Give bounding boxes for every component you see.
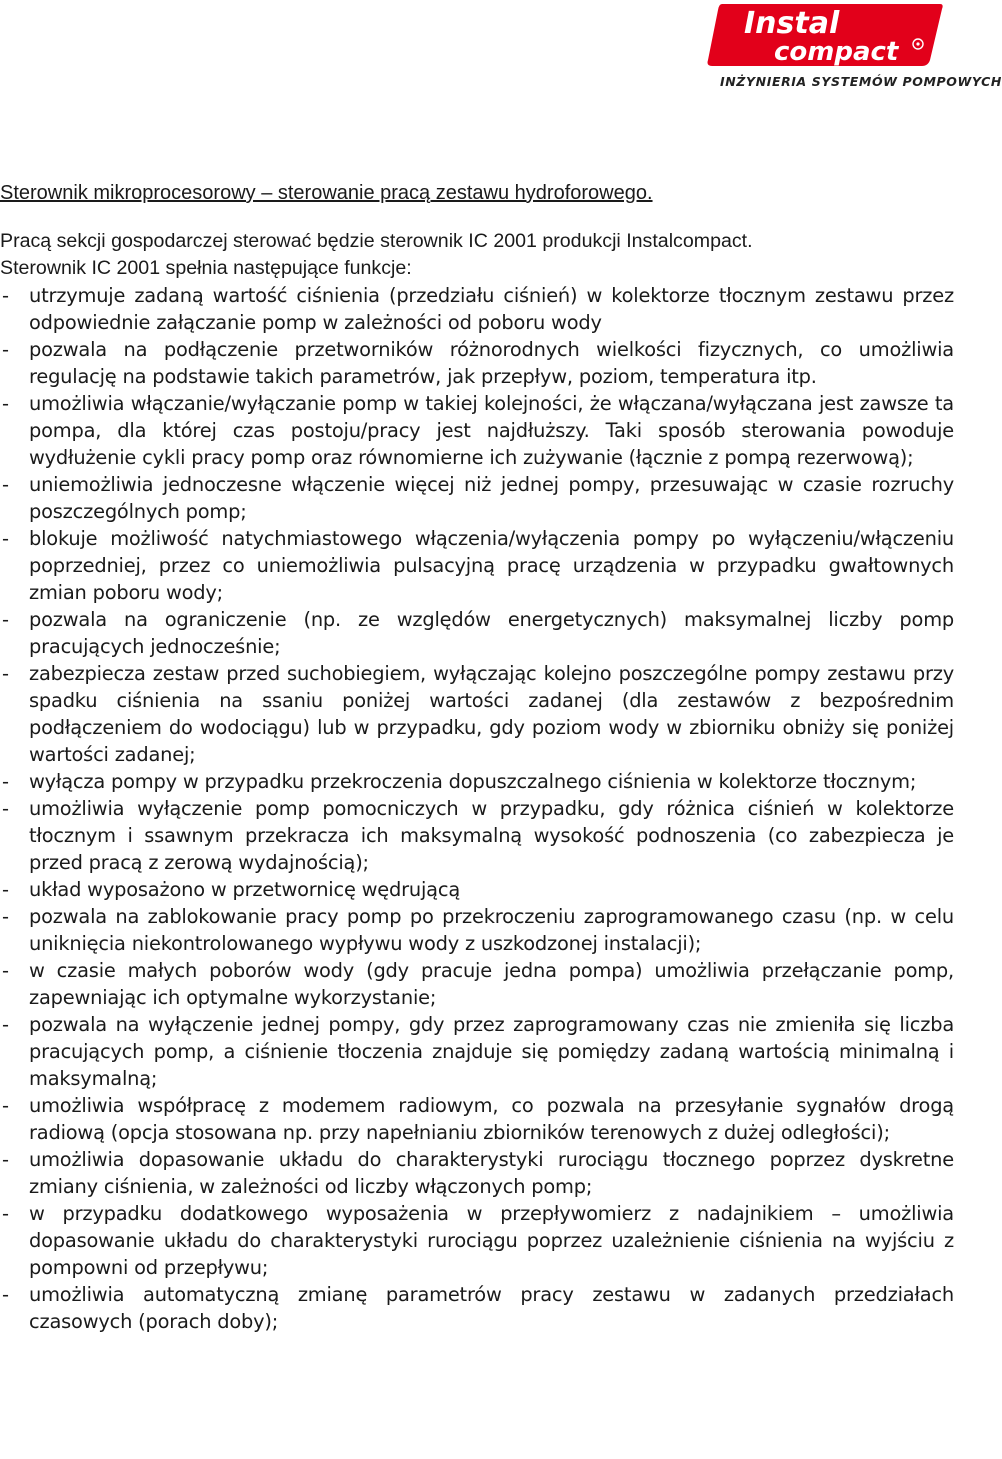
- list-item-text: blokuje możliwość natychmiastowego włączenia/wyłączenia pompy po wyłączeniu/włączeniu poprzedniej, przez co uniemożliwia pulsacyjną pracę urządzenia w przypadku gwałtownych zmian poboru wody;: [29, 527, 954, 604]
- list-item: [0, 471, 954, 525]
- company-logo: [680, 0, 1002, 100]
- bullet-dash: -: [2, 959, 9, 982]
- bullet-dash: -: [2, 878, 9, 901]
- list-item: [0, 903, 954, 957]
- bullet-dash: -: [2, 1202, 9, 1225]
- list-item: [0, 876, 954, 903]
- list-item: [0, 606, 954, 660]
- list-item-text: pozwala na wyłączenie jednej pompy, gdy przez zaprogramowany czas nie zmieniła się liczba pracujących pomp, a ciśnienie tłoczenia znajduje się pomiędzy zadaną wartością minimalną i maksymalną;: [29, 1013, 954, 1090]
- list-item: [0, 1281, 954, 1335]
- logo-text-compact: compact: [774, 37, 899, 67]
- bullet-dash: -: [2, 284, 9, 307]
- list-item: [0, 795, 954, 876]
- bullet-dash: -: [2, 905, 9, 928]
- bullet-dash: -: [2, 1094, 9, 1117]
- list-item-text: umożliwia włączanie/wyłączanie pomp w takiej kolejności, że włączana/wyłączana jest zawsze ta pompa, dla której czas postoju/pracy jest najdłuższy. Taki sposób sterowania powoduje wydłużenie cykli pracy pomp oraz równomierne ich zużywanie (łącznie z pompą rezerwową);: [29, 392, 954, 469]
- bullet-dash: -: [2, 662, 9, 685]
- list-item: [0, 768, 954, 795]
- list-item-text: utrzymuje zadaną wartość ciśnienia (przedziału ciśnień) w kolektorze tłocznym zestawu przez odpowiednie załączanie pomp w zależności od poboru wody: [29, 284, 954, 334]
- bullet-dash: -: [2, 797, 9, 820]
- list-item: [0, 390, 954, 471]
- logo-text-instal: Instal: [744, 6, 840, 41]
- list-item-text: pozwala na podłączenie przetworników różnorodnych wielkości fizycznych, co umożliwia regulację na podstawie takich parametrów, jak przepływ, poziom, temperatura itp.: [29, 338, 954, 388]
- document-title: Sterownik mikroprocesorowy – sterowanie pracą zestawu hydroforowego.: [0, 182, 653, 204]
- list-item-text: uniemożliwia jednoczesne włączenie więcej niż jednej pompy, przesuwając w czasie rozruchy poszczególnych pomp;: [29, 473, 954, 523]
- list-item: [0, 1092, 954, 1146]
- list-item-text: wyłącza pompy w przypadku przekroczenia dopuszczalnego ciśnienia w kolektorze tłocznym;: [29, 770, 917, 793]
- list-item: [0, 1011, 954, 1092]
- bullet-dash: -: [2, 1283, 9, 1306]
- list-item-text: układ wyposażono w przetwornicę wędrującą: [29, 878, 461, 901]
- list-item-text: umożliwia wyłączenie pomp pomocniczych w przypadku, gdy różnica ciśnień w kolektorze tłocznym i ssawnym przekracza ich maksymalną wysokość podnoszenia (co zabezpiecza je przed pracą z zerową wydajnością);: [29, 797, 954, 874]
- list-item: [0, 1200, 954, 1281]
- list-item-text: pozwala na zablokowanie pracy pomp po przekroczeniu zaprogramowanego czasu (np. w celu uniknięcia niekontrolowanego wypływu wody z uszkodzonej instalacji);: [29, 905, 954, 955]
- bullet-dash: -: [2, 473, 9, 496]
- bullet-dash: -: [2, 770, 9, 793]
- list-item-text: pozwala na ograniczenie (np. ze względów energetycznych) maksymalnej liczby pomp pracujących jednocześnie;: [29, 608, 954, 658]
- list-item: [0, 525, 954, 606]
- list-item-text: w przypadku dodatkowego wyposażenia w przepływomierz z nadajnikiem – umożliwia dopasowanie układu do charakterystyki rurociągu poprzez uzależnienie ciśnienia na wyjściu z pompowni od przepływu;: [29, 1202, 954, 1279]
- list-item-text: umożliwia automatyczną zmianę parametrów pracy zestawu w zadanych przedziałach czasowych (porach doby);: [29, 1283, 954, 1333]
- list-item-text: umożliwia współpracę z modemem radiowym, co pozwala na przesyłanie sygnałów drogą radiową (opcja stosowana np. przy napełnianiu zbiorników terenowych z dużej odległości);: [29, 1094, 954, 1144]
- registered-mark-dot: [916, 42, 919, 45]
- bullet-dash: -: [2, 1013, 9, 1036]
- bullet-dash: -: [2, 1148, 9, 1171]
- list-item: [0, 1146, 954, 1200]
- list-item: [0, 660, 954, 768]
- intro-line: Sterownik IC 2001 spełnia następujące funkcje:: [0, 257, 412, 279]
- list-item-text: w czasie małych poborów wody (gdy pracuje jedna pompa) umożliwia przełączanie pomp, zapewniając ich optymalne wykorzystanie;: [29, 959, 954, 1009]
- intro-line: Pracą sekcji gospodarczej sterować będzie sterownik IC 2001 produkcji Instalcompact.: [0, 230, 753, 252]
- list-item: [0, 282, 954, 336]
- instal-compact-logo-badge: [704, 2, 944, 68]
- bullet-dash: -: [2, 527, 9, 550]
- logo-tagline: INŻYNIERIA SYSTEMÓW POMPOWYCH: [720, 74, 1002, 89]
- list-item: [0, 957, 954, 1011]
- document-body: [0, 180, 954, 1335]
- bullet-dash: -: [2, 338, 9, 361]
- function-list: [0, 282, 954, 1335]
- bullet-dash: -: [2, 608, 9, 631]
- list-item-text: zabezpiecza zestaw przed suchobiegiem, wyłączając kolejno poszczególne pompy zestawu przy spadku ciśnienia na ssaniu poniżej wartości zadanej (dla zestawów z bezpośrednim podłączeniem do wodociągu) lub w przypadku, gdy poziom wody w zbiorniku obniży się poniżej wartości zadanej;: [29, 662, 954, 766]
- list-item: [0, 336, 954, 390]
- list-item-text: umożliwia dopasowanie układu do charakterystyki rurociągu tłocznego poprzez dyskretne zmiany ciśnienia, w zależności od liczby włączonych pomp;: [29, 1148, 954, 1198]
- bullet-dash: -: [2, 392, 9, 415]
